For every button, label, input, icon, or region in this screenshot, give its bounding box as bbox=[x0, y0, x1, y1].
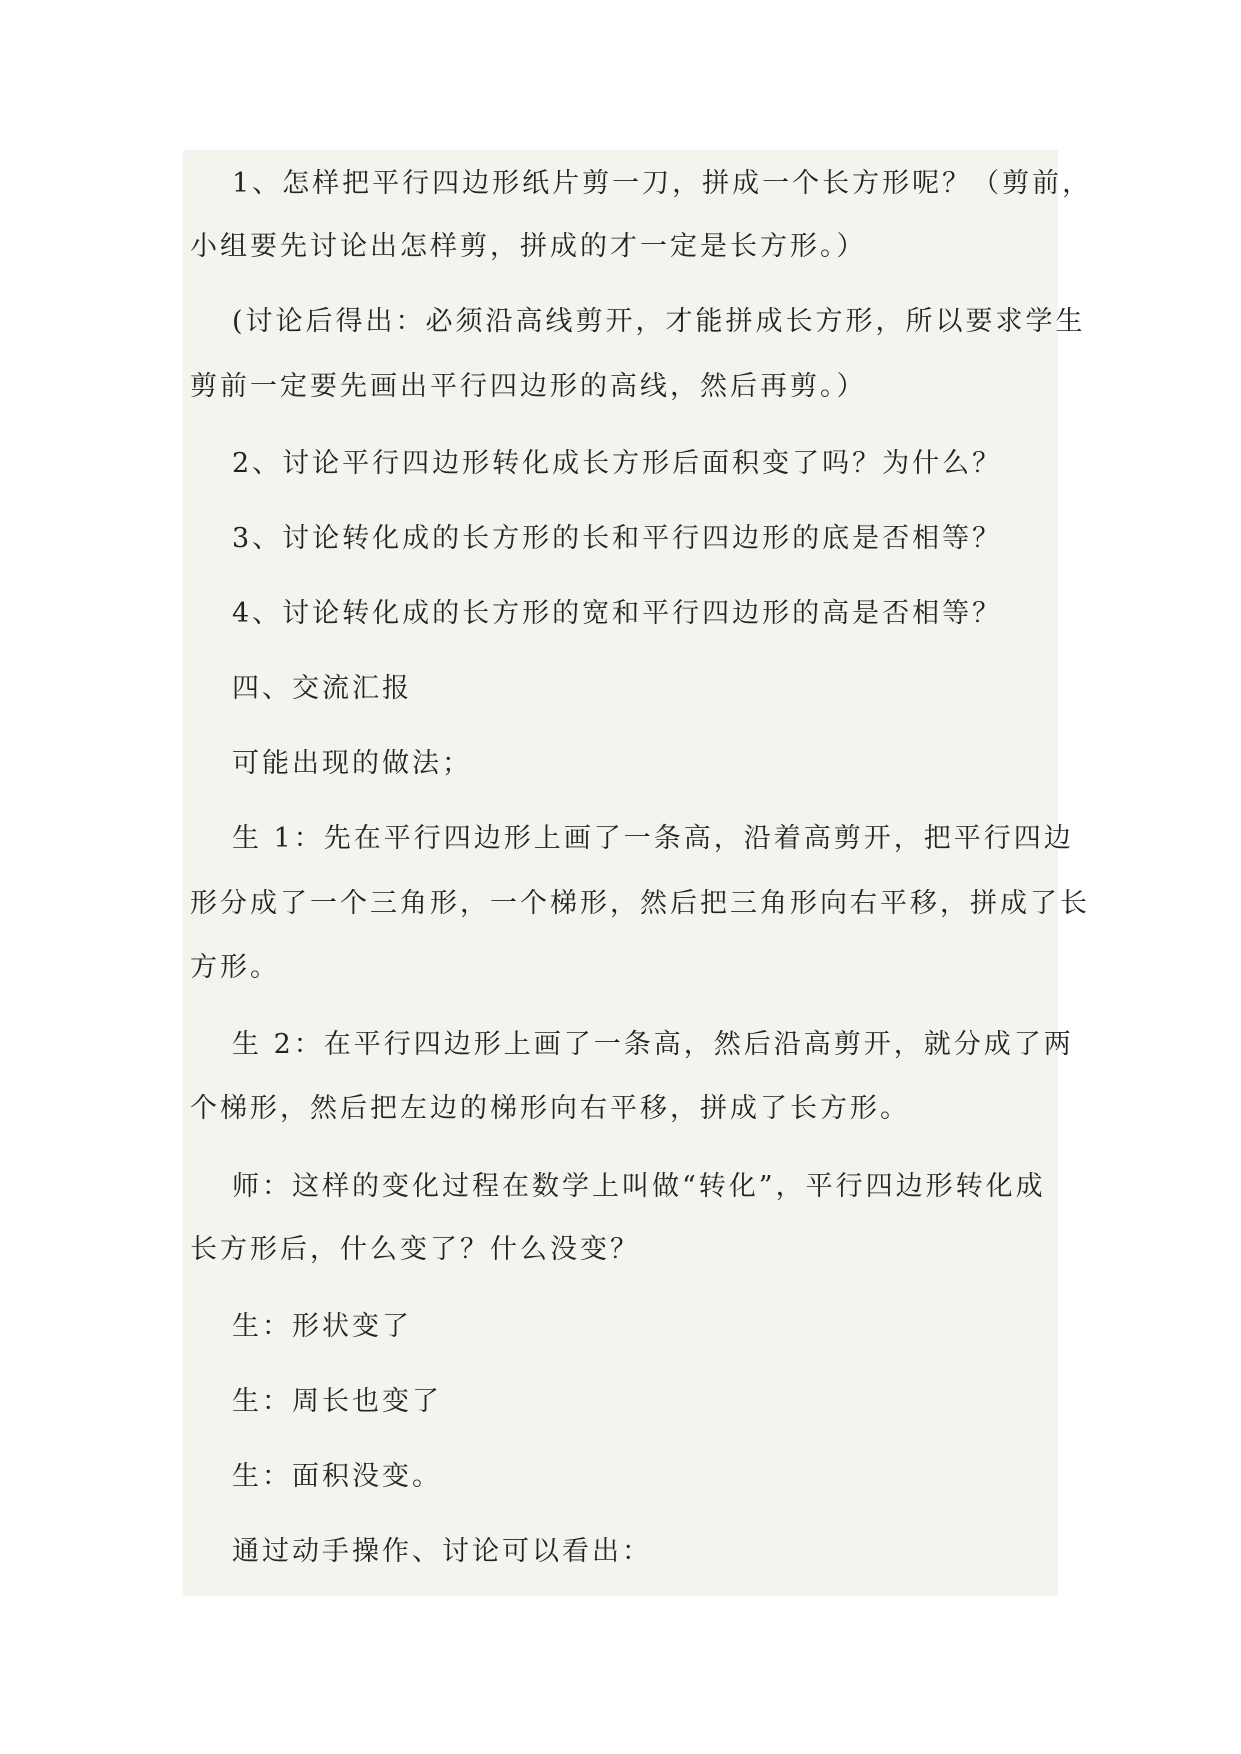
paragraph-6: 可能出现的做法； bbox=[232, 748, 472, 779]
paragraph-7-line-2: 形分成了一个三角形，一个梯形，然后把三角形向右平移，拼成了长 bbox=[190, 888, 1090, 919]
paragraph-9-line-1: 师：这样的变化过程在数学上叫做“转化”，平行四边形转化成 bbox=[232, 1171, 1046, 1202]
paragraph-4: 3、讨论转化成的长方形的长和平行四边形的底是否相等？ bbox=[232, 523, 1003, 554]
paragraph-7-line-1: 生 1：先在平行四边形上画了一条高，沿着高剪开，把平行四边 bbox=[232, 823, 1074, 854]
paragraph-7-line-3: 方形。 bbox=[190, 952, 280, 983]
paragraph-1-line-2: 小组要先讨论出怎样剪，拼成的才一定是长方形。） bbox=[190, 231, 867, 262]
paragraph-12: 生：面积没变。 bbox=[232, 1461, 442, 1492]
paragraph-8-line-2: 个梯形，然后把左边的梯形向右平移，拼成了长方形。 bbox=[190, 1093, 910, 1124]
paragraph-2-line-2: 剪前一定要先画出平行四边形的高线，然后再剪。） bbox=[190, 371, 867, 402]
paragraph-10: 生：形状变了 bbox=[232, 1311, 412, 1342]
paragraph-3: 2、讨论平行四边形转化成长方形后面积变了吗？为什么？ bbox=[232, 448, 1003, 479]
paragraph-1-line-1: 1、怎样把平行四边形纸片剪一刀，拼成一个长方形呢？（剪前， bbox=[232, 168, 1093, 199]
paragraph-2-line-1: (讨论后得出：必须沿高线剪开，才能拼成长方形，所以要求学生 bbox=[232, 306, 1086, 337]
paragraph-13: 通过动手操作、讨论可以看出： bbox=[232, 1536, 652, 1567]
paragraph-11: 生：周长也变了 bbox=[232, 1386, 442, 1417]
paragraph-5: 4、讨论转化成的长方形的宽和平行四边形的高是否相等？ bbox=[232, 598, 1003, 629]
paragraph-8-line-1: 生 2：在平行四边形上画了一条高，然后沿高剪开，就分成了两 bbox=[232, 1029, 1074, 1060]
paragraph-9-line-2: 长方形后，什么变了？什么没变？ bbox=[190, 1234, 640, 1265]
section-heading: 四、交流汇报 bbox=[232, 673, 412, 704]
